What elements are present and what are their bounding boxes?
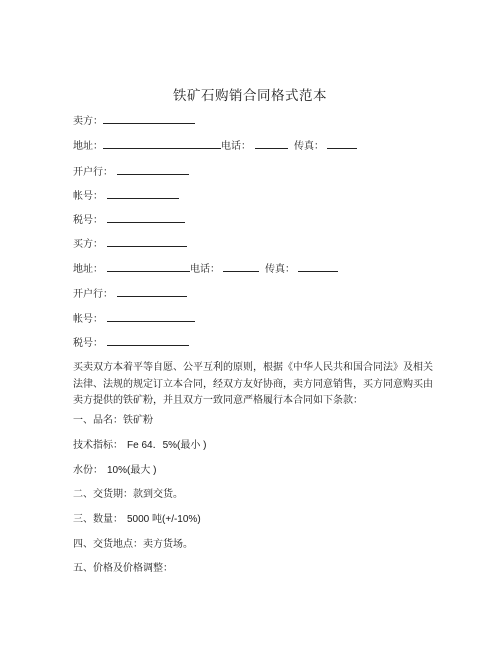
buyer-bank-blank (117, 286, 187, 297)
seller-address-label: 地址： (73, 141, 103, 152)
product-label: 一、品名： (73, 415, 123, 426)
clause-price (73, 562, 173, 576)
seller-fax-label: 传真： (294, 141, 324, 152)
seller-bank-label: 开户行： (73, 167, 113, 178)
buyer-address-line (73, 261, 338, 277)
product-value: 铁矿粉 (123, 415, 153, 426)
quantity-label: 三、数量： (73, 514, 123, 525)
buyer-address-blank (107, 261, 190, 272)
clause-quantity (73, 513, 201, 527)
buyer-tax-line (73, 335, 189, 351)
seller-line (73, 113, 195, 129)
buyer-label: 买方： (73, 239, 103, 250)
seller-account-line (73, 188, 179, 204)
clause-moisture (73, 464, 156, 478)
delivery-value: 款到交货。 (133, 489, 183, 500)
buyer-account-line (73, 311, 195, 327)
buyer-bank-line (73, 286, 187, 302)
moisture-label: 水份： (73, 465, 103, 476)
quantity-value: 5000 吨(+/-10%) (127, 514, 201, 525)
seller-tax-blank (107, 212, 185, 223)
buyer-account-blank (107, 311, 195, 322)
spec-label: 技术指标： (73, 440, 123, 451)
seller-phone-label: 电话： (221, 141, 251, 152)
buyer-tax-label: 税号： (73, 338, 103, 349)
seller-bank-line (73, 164, 189, 180)
clause-place (73, 538, 193, 552)
seller-account-blank (107, 188, 179, 199)
seller-label: 卖方： (73, 116, 103, 127)
seller-tax-line (73, 212, 185, 228)
moisture-value: 10%(最大 ) (107, 465, 157, 476)
price-label: 五、价格及价格调整： (73, 563, 173, 574)
document-title: 铁矿石购销合同格式范本 (173, 88, 327, 104)
buyer-name-blank (107, 236, 187, 247)
buyer-account-label: 帐号： (73, 314, 103, 325)
buyer-phone-blank (223, 261, 259, 272)
seller-tax-label: 税号： (73, 215, 103, 226)
seller-phone-blank (255, 138, 288, 149)
seller-bank-blank (117, 164, 189, 175)
buyer-address-label: 地址： (73, 264, 103, 275)
clause-spec (73, 439, 206, 453)
seller-account-label: 帐号： (73, 191, 103, 202)
clause-product (73, 414, 153, 428)
buyer-bank-label: 开户行： (73, 289, 113, 300)
place-label: 四、交货地点： (73, 539, 143, 550)
seller-name-blank (103, 113, 195, 124)
seller-fax-blank (327, 138, 357, 149)
place-value: 卖方货场。 (143, 539, 193, 550)
seller-address-blank (103, 138, 221, 149)
buyer-fax-label: 传真： (265, 264, 295, 275)
seller-address-line (73, 138, 357, 154)
spec-value: Fe 64．5%(最小 ) (127, 440, 207, 451)
delivery-label: 二、交货期： (73, 489, 133, 500)
buyer-fax-blank (298, 261, 338, 272)
intro-paragraph: 买卖双方本着平等自愿、公平互利的原则，根据《中华人民共和国合同法》及相关法律、法规的规定订立本合同，经双方友好协商，卖方同意销售，买方同意购买由卖方提供的铁矿粉，并且双方一致同意严格履行本合同如下条款： (73, 362, 433, 406)
buyer-phone-label: 电话： (190, 264, 220, 275)
clause-delivery (73, 488, 183, 502)
buyer-tax-blank (107, 335, 189, 346)
buyer-line (73, 236, 187, 252)
